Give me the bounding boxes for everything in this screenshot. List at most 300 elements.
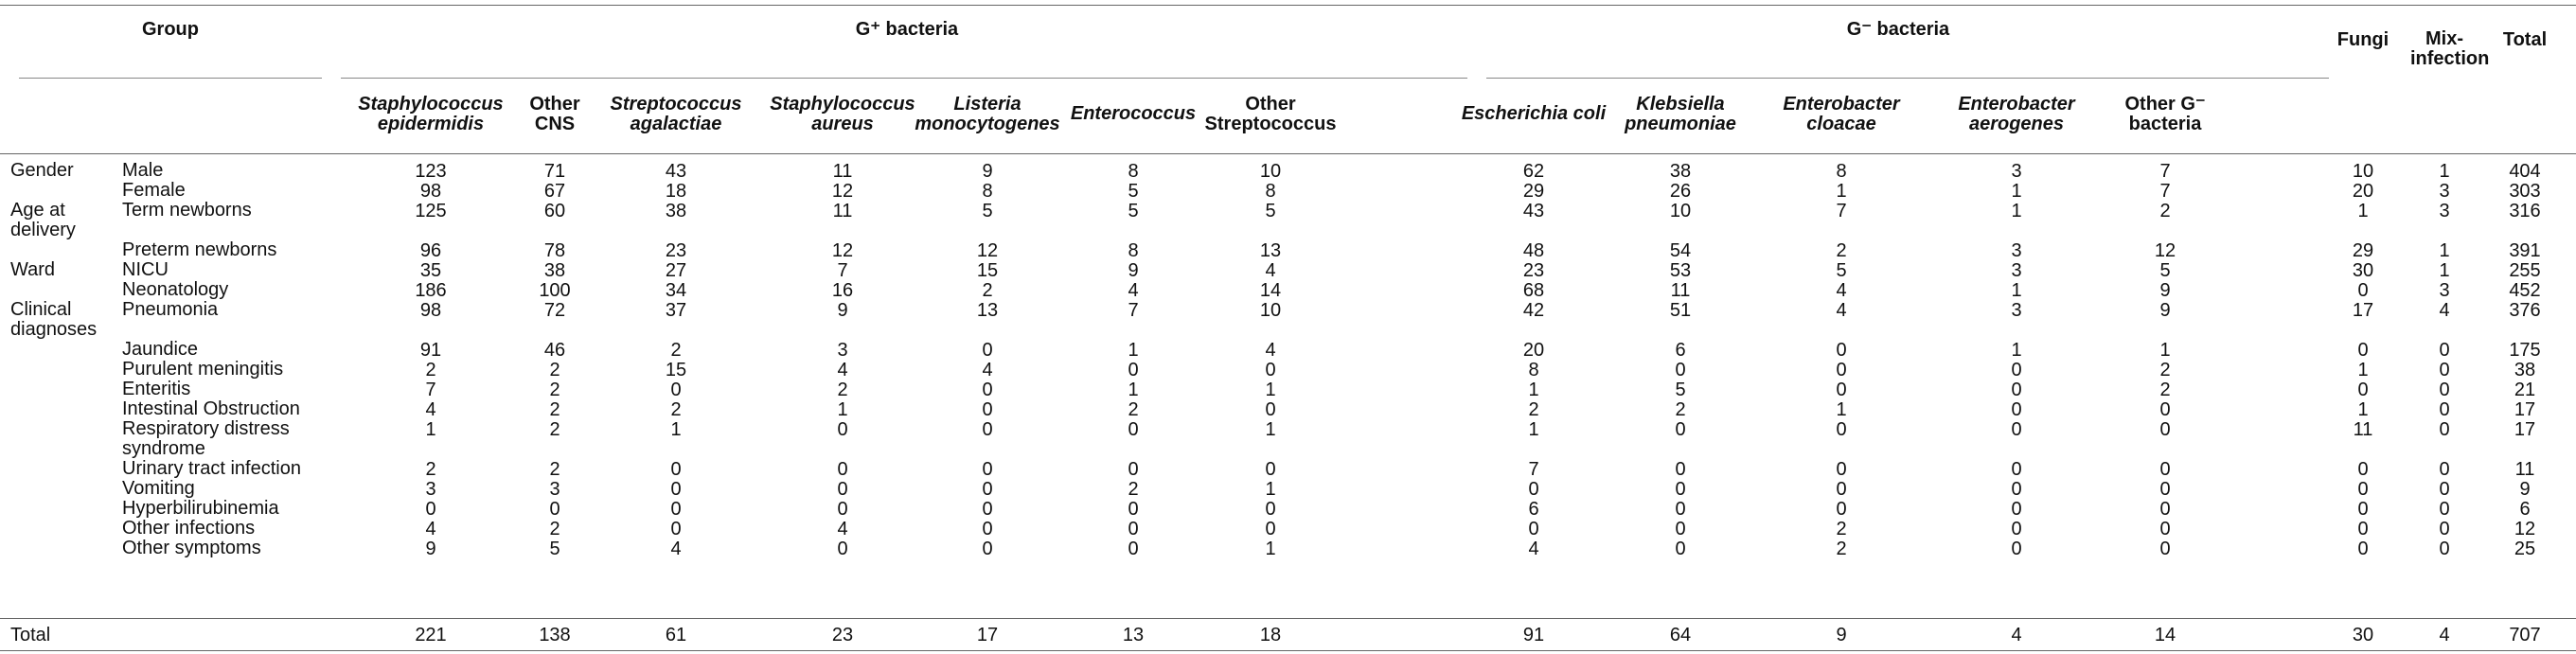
total-cell: 17 [976,625,999,645]
table-cell: 0 [2357,340,2369,361]
table-cell: 0 [1265,360,1276,380]
table-cell: 0 [1128,419,1139,440]
table-cell: 100 [539,280,571,301]
table-cell: 48 [1522,240,1545,261]
table-cell: 17 [2352,300,2374,321]
table-cell: 0 [1836,419,1847,440]
table-cell: 9 [2159,300,2171,321]
table-cell: 2 [2159,201,2171,221]
table-cell: 14 [1259,280,1282,301]
total-cell: 61 [665,625,687,645]
table-cell: 3 [2011,161,2022,182]
table-cell: 43 [665,161,687,182]
table-cell: 1 [837,399,848,420]
column-header-line: Other [1245,94,1296,115]
column-header-line: Escherichia coli [1461,103,1607,124]
table-cell: 316 [2509,201,2541,221]
column-header [1766,95,1917,134]
table-cell: 1 [1265,419,1276,440]
table-cell: 1 [1128,340,1139,361]
table-cell: 20 [1522,340,1545,361]
table-cell: 0 [2439,399,2450,420]
table-cell: 67 [543,181,566,202]
row-label: Purulent meningitis [122,359,284,380]
table-cell: 9 [982,161,993,182]
table-cell: 11 [832,201,853,221]
table-cell: 3 [2011,300,2022,321]
table-cell: 20 [2352,181,2374,202]
row-label: Vomiting [122,478,195,499]
table-cell: 8 [1528,360,1539,380]
table-cell: 0 [2439,380,2450,400]
table-cell: 0 [1128,459,1139,480]
table-cell: 37 [665,300,687,321]
table-cell: 1 [2439,260,2450,281]
table-cell: 0 [2439,340,2450,361]
table-cell: 2 [837,380,848,400]
column-header-line: Streptococcus [1204,114,1337,134]
table-cell: 0 [2439,499,2450,520]
table-cell: 4 [1265,260,1276,281]
column-header [517,95,593,134]
total-row-label: Total [10,625,51,645]
table-cell: 11 [1670,280,1691,301]
total-cell: 707 [2509,625,2541,645]
table-cell: 2 [425,360,436,380]
table-cell: 1 [2011,201,2022,221]
table-cell: 8 [1836,161,1847,182]
table-cell: 2 [2159,380,2171,400]
table-cell: 29 [1522,181,1545,202]
table-cell: 0 [2011,519,2022,539]
row-label: NICU [122,259,169,280]
column-header [897,95,1077,134]
table-cell: 91 [419,340,442,361]
table-cell: 0 [2439,519,2450,539]
table-cell: 0 [1675,499,1686,520]
table-cell: 1 [1528,380,1539,400]
total-cell: 4 [2011,625,2022,645]
table-cell: 12 [976,240,999,261]
table-cell: 0 [1528,479,1539,500]
table-cell: 5 [1128,201,1139,221]
table-cell: 0 [670,479,682,500]
column-header-line: agalactiae [630,114,722,134]
table-cell: 0 [2357,499,2369,520]
table-cell: 0 [1675,519,1686,539]
table-cell: 4 [1528,539,1539,559]
table-cell: 0 [1675,539,1686,559]
category-label: Age at delivery [10,200,76,240]
table-cell: 0 [2439,539,2450,559]
top-rule [0,5,2576,6]
table-cell: 1 [1836,181,1847,202]
category-label: Gender [10,160,74,181]
table-cell: 2 [670,340,682,361]
table-cell: 8 [1128,161,1139,182]
table-cell: 1 [2011,340,2022,361]
table-cell: 2 [1836,240,1847,261]
header-group: Group [142,19,199,40]
table-cell: 5 [1675,380,1686,400]
table-cell: 1 [1836,399,1847,420]
column-header [2108,95,2222,134]
table-cell: 0 [1265,399,1276,420]
table-cell: 1 [2011,181,2022,202]
table-cell: 0 [2439,360,2450,380]
table-cell: 5 [1265,201,1276,221]
table-cell: 2 [1128,479,1139,500]
table-cell: 21 [2514,380,2536,400]
table-cell: 16 [831,280,854,301]
table-cell: 391 [2509,240,2541,261]
table-cell: 0 [2011,499,2022,520]
column-header [1057,104,1209,124]
row-label: Other symptoms [122,538,261,558]
table-cell: 303 [2509,181,2541,202]
category-label: Clinical diagnoses [10,299,98,340]
column-header-line: Streptococcus [610,94,742,115]
table-cell: 0 [2159,399,2171,420]
table-cell: 404 [2509,161,2541,182]
table-cell: 13 [976,300,999,321]
column-header [1605,95,1756,134]
table-cell: 2 [1128,399,1139,420]
table-cell: 7 [2159,181,2171,202]
table-cell: 1 [2357,399,2369,420]
header-rule [0,153,2576,154]
total-cell: 64 [1669,625,1692,645]
table-cell: 2 [1528,399,1539,420]
table-cell: 1 [1265,380,1276,400]
table-cell: 38 [2514,360,2536,380]
table-cell: 9 [2159,280,2171,301]
table-cell: 0 [1675,419,1686,440]
total-cell: 221 [415,625,447,645]
table-cell: 0 [670,380,682,400]
table-cell: 9 [2519,479,2531,500]
table-cell: 0 [1836,499,1847,520]
table-cell: 0 [2357,519,2369,539]
table-cell: 46 [543,340,566,361]
table-cell: 35 [419,260,442,281]
total-rule [0,618,2576,619]
table-cell: 3 [2011,240,2022,261]
table-cell: 43 [1522,201,1545,221]
column-header-line: pneumoniae [1625,114,1736,134]
table-cell: 1 [2159,340,2171,361]
table-cell: 4 [2439,300,2450,321]
table-cell: 2 [2159,360,2171,380]
table-cell: 0 [1836,459,1847,480]
table-cell: 0 [982,340,993,361]
table-cell: 376 [2509,300,2541,321]
table-cell: 0 [2011,459,2022,480]
table-cell: 2 [549,419,560,440]
table-cell: 2 [1836,539,1847,559]
table-cell: 0 [837,459,848,480]
table-cell: 7 [1128,300,1139,321]
table-cell: 13 [1259,240,1282,261]
row-label: Respiratory distress syndrome [122,418,290,459]
column-header-line: aureus [811,114,874,134]
table-cell: 5 [1836,260,1847,281]
row-label: Female [122,180,186,201]
table-cell: 10 [1259,300,1282,321]
column-header-line: Enterococcus [1070,103,1197,124]
table-cell: 0 [1128,539,1139,559]
table-cell: 0 [2357,459,2369,480]
column-header-line: Staphylococcus [358,94,504,115]
table-cell: 11 [832,161,853,182]
table-cell: 5 [549,539,560,559]
table-cell: 17 [2514,399,2536,420]
table-cell: 2 [425,459,436,480]
table-cell: 4 [425,399,436,420]
table-cell: 7 [425,380,436,400]
table-cell: 0 [1836,340,1847,361]
header-fungi: Fungi [2336,29,2389,50]
row-label: Neonatology [122,279,229,300]
table-cell: 54 [1669,240,1692,261]
table-cell: 23 [1522,260,1545,281]
total-cell: 91 [1522,625,1545,645]
table-cell: 9 [1128,260,1139,281]
table-cell: 2 [549,360,560,380]
row-label: Urinary tract infection [122,458,301,479]
table-cell: 0 [2439,459,2450,480]
table-cell: 4 [982,360,993,380]
row-label: Other infections [122,518,256,539]
table-cell: 0 [2011,360,2022,380]
table-cell: 0 [982,419,993,440]
table-cell: 0 [425,499,436,520]
table-cell: 38 [543,260,566,281]
column-header-line: Other G⁻ [2124,94,2206,115]
table-cell: 4 [1128,280,1139,301]
table-cell: 1 [1128,380,1139,400]
table-cell: 0 [2011,479,2022,500]
gplus-underline [341,78,1467,79]
table-cell: 0 [1528,519,1539,539]
bottom-rule [0,650,2576,651]
table-cell: 2 [549,519,560,539]
table-cell: 0 [2159,459,2171,480]
column-header-line: Listeria [953,94,1022,115]
table-cell: 4 [425,519,436,539]
table-cell: 6 [2519,499,2531,520]
table-cell: 10 [1259,161,1282,182]
column-header [355,95,506,134]
table-cell: 3 [2439,280,2450,301]
table-cell: 62 [1522,161,1545,182]
table-cell: 18 [665,181,687,202]
table-cell: 38 [665,201,687,221]
table-cell: 3 [2439,201,2450,221]
column-header-line: aerogenes [1968,114,2065,134]
table-cell: 27 [665,260,687,281]
table-cell: 0 [1675,360,1686,380]
table-cell: 51 [1669,300,1692,321]
table-cell: 72 [543,300,566,321]
table-cell: 42 [1522,300,1545,321]
table-cell: 0 [2439,479,2450,500]
table-cell: 29 [2352,240,2374,261]
table-cell: 175 [2509,340,2541,361]
table-cell: 11 [2353,419,2373,440]
table-cell: 15 [976,260,999,281]
table-cell: 0 [2011,419,2022,440]
table-cell: 0 [1265,459,1276,480]
total-cell: 18 [1259,625,1282,645]
gminus-underline [1486,78,2329,79]
table-cell: 0 [2159,519,2171,539]
column-header-line: Klebsiella [1636,94,1725,115]
table-cell: 0 [1265,519,1276,539]
table-cell: 1 [1265,479,1276,500]
table-cell: 2 [1836,519,1847,539]
table-cell: 7 [1528,459,1539,480]
table-cell: 4 [1836,280,1847,301]
table-cell: 3 [837,340,848,361]
table-cell: 5 [2159,260,2171,281]
table-cell: 0 [837,499,848,520]
table-cell: 10 [2352,161,2374,182]
table-cell: 0 [982,519,993,539]
table-cell: 0 [670,459,682,480]
table-cell: 96 [419,240,442,261]
row-label: Intestinal Obstruction [122,398,300,419]
table-cell: 4 [1265,340,1276,361]
column-header-line: epidermidis [377,114,485,134]
header-gplus: G⁺ bacteria [855,19,959,40]
table-cell: 0 [1836,360,1847,380]
table-cell: 10 [1669,201,1692,221]
row-label: Hyperbilirubinemia [122,498,279,519]
table-cell: 8 [982,181,993,202]
table-cell: 12 [2154,240,2176,261]
table-cell: 0 [2011,539,2022,559]
table-cell: 4 [670,539,682,559]
table-cell: 1 [2357,201,2369,221]
column-header-line: Enterobacter [1783,94,1900,115]
table-cell: 6 [1528,499,1539,520]
table-cell: 78 [543,240,566,261]
category-label: Ward [10,259,56,280]
table-cell: 1 [2011,280,2022,301]
table-cell: 7 [1836,201,1847,221]
table-cell: 6 [1675,340,1686,361]
table-cell: 71 [543,161,566,182]
total-cell: 14 [2154,625,2176,645]
table-cell: 186 [415,280,447,301]
table-cell: 9 [425,539,436,559]
column-header [591,95,761,134]
table-cell: 1 [2439,161,2450,182]
table-cell: 0 [1675,459,1686,480]
table-cell: 0 [2011,380,2022,400]
total-cell: 30 [2352,625,2374,645]
table-cell: 9 [837,300,848,321]
table-cell: 0 [670,519,682,539]
table-cell: 0 [837,539,848,559]
table-cell: 15 [665,360,687,380]
table-cell: 1 [2439,240,2450,261]
table-cell: 0 [2159,479,2171,500]
table-cell: 60 [543,201,566,221]
table-cell: 34 [665,280,687,301]
table-cell: 2 [982,280,993,301]
row-label: Jaundice [122,339,199,360]
table-cell: 0 [2159,539,2171,559]
total-cell: 13 [1122,625,1145,645]
column-header-line: cloacae [1806,114,1876,134]
table-cell: 3 [2011,260,2022,281]
row-label: Term newborns [122,200,252,221]
table-cell: 452 [2509,280,2541,301]
column-header-line: monocytogenes [915,114,1060,134]
table-cell: 2 [670,399,682,420]
table-cell: 53 [1669,260,1692,281]
table-cell: 5 [1128,181,1139,202]
total-cell: 23 [831,625,854,645]
table-cell: 23 [665,240,687,261]
table-cell: 0 [982,380,993,400]
table-cell: 0 [982,499,993,520]
column-header [1941,95,2092,134]
table-cell: 11 [2514,459,2535,480]
table-cell: 0 [837,419,848,440]
table-cell: 0 [982,459,993,480]
table-cell: 68 [1522,280,1545,301]
table-cell: 0 [982,479,993,500]
table-cell: 7 [2159,161,2171,182]
table-cell: 3 [425,479,436,500]
column-header-line: Other [529,94,580,115]
table-cell: 0 [1128,499,1139,520]
table-cell: 25 [2514,539,2536,559]
table-cell: 0 [2159,419,2171,440]
table-cell: 4 [837,519,848,539]
table-cell: 125 [415,201,447,221]
table-cell: 26 [1669,181,1692,202]
table-cell: 17 [2514,419,2536,440]
table-cell: 123 [415,161,447,182]
table-cell: 0 [1128,360,1139,380]
table-cell: 12 [2514,519,2536,539]
row-label: Enteritis [122,379,191,399]
column-header-line: Staphylococcus [770,94,915,115]
total-cell: 9 [1836,625,1847,645]
table-cell: 38 [1669,161,1692,182]
table-cell: 255 [2509,260,2541,281]
table-cell: 1 [670,419,682,440]
table-cell: 4 [837,360,848,380]
table-cell: 0 [1836,479,1847,500]
table-cell: 2 [549,380,560,400]
table-cell: 0 [982,399,993,420]
table-cell: 1 [1528,419,1539,440]
table-cell: 3 [549,479,560,500]
table-cell: 0 [982,539,993,559]
group-underline [19,78,322,79]
row-label: Preterm newborns [122,239,277,260]
table-cell: 0 [2159,499,2171,520]
header-gminus: G⁻ bacteria [1846,19,1950,40]
table-cell: 5 [982,201,993,221]
row-label: Male [122,160,164,181]
total-cell: 4 [2439,625,2450,645]
